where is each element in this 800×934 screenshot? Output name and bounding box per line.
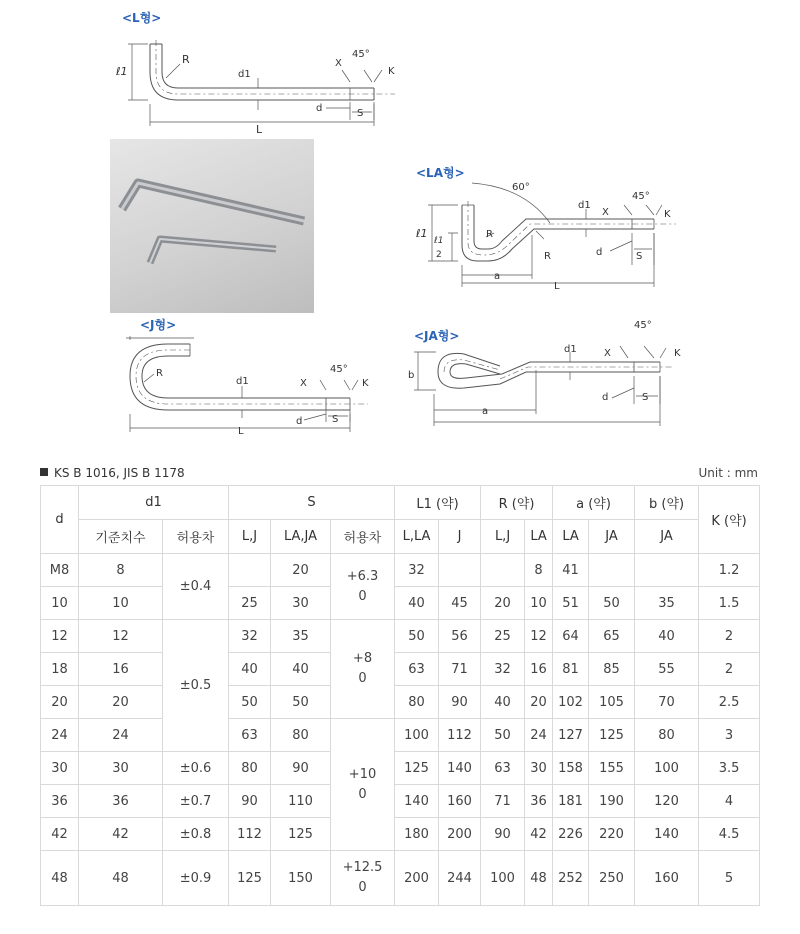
l-type-length-label: L bbox=[256, 123, 263, 136]
subheader-s-tolerance: 허용차 bbox=[331, 520, 395, 554]
cell-l1-lla: 40 bbox=[395, 587, 439, 620]
cell-d: 10 bbox=[41, 587, 79, 620]
cell-r-lj: 90 bbox=[481, 818, 525, 851]
cell-b-ja: 100 bbox=[635, 752, 699, 785]
cell-b-ja bbox=[635, 554, 699, 587]
l-type-x-label: X bbox=[335, 58, 342, 69]
cell-r-la: 48 bbox=[525, 851, 553, 906]
cell-d: 48 bbox=[41, 851, 79, 906]
l-type-angle-label: 45° bbox=[352, 49, 370, 60]
j-type-r-label: R bbox=[156, 368, 163, 379]
s-tol-upper: +8 bbox=[352, 651, 373, 666]
la-type-title: <LA형> bbox=[416, 166, 465, 180]
la-type-a-label: a bbox=[494, 271, 501, 282]
ja-type-k-label: K bbox=[674, 348, 681, 359]
cell-s-tolerance bbox=[331, 719, 395, 851]
cell-d1-tolerance: ±0.7 bbox=[163, 785, 229, 818]
cell-a-ja: 155 bbox=[589, 752, 635, 785]
cell-d: 24 bbox=[41, 719, 79, 752]
header-row bbox=[41, 486, 760, 520]
j-type-d-label: d bbox=[296, 416, 303, 427]
la-type-l1-half-den: 2 bbox=[436, 250, 442, 260]
cell-a-ja: 85 bbox=[589, 653, 635, 686]
la-type-s-label: S bbox=[636, 251, 643, 262]
s-tol-upper: +6.3 bbox=[346, 568, 379, 584]
cell-k: 4.5 bbox=[699, 818, 760, 851]
cell-k: 1.5 bbox=[699, 587, 760, 620]
cell-a-ja: 50 bbox=[589, 587, 635, 620]
cell-r-la: 8 bbox=[525, 554, 553, 587]
cell-r-la: 16 bbox=[525, 653, 553, 686]
table-row bbox=[41, 653, 760, 686]
cell-k: 2 bbox=[699, 653, 760, 686]
cell-k: 2 bbox=[699, 620, 760, 653]
cell-l1-j: 244 bbox=[439, 851, 481, 906]
cell-l1-lla: 200 bbox=[395, 851, 439, 906]
cell-d: 30 bbox=[41, 752, 79, 785]
header-k: K (약) bbox=[699, 486, 760, 554]
cell-r-lj: 20 bbox=[481, 587, 525, 620]
cell-d: 12 bbox=[41, 620, 79, 653]
cell-a-la: 41 bbox=[553, 554, 589, 587]
table-row bbox=[41, 620, 760, 653]
cell-a-la: 158 bbox=[553, 752, 589, 785]
cell-l1-j: 71 bbox=[439, 653, 481, 686]
subheader-a-la: LA bbox=[553, 520, 589, 554]
la-type-r-label: R bbox=[486, 229, 493, 240]
cell-l1-lla: 50 bbox=[395, 620, 439, 653]
cell-s-laja: 50 bbox=[271, 686, 331, 719]
ja-type-d1-label: d1 bbox=[564, 344, 577, 355]
ja-type-title: <JA형> bbox=[414, 329, 460, 343]
la-type-d1-label: d1 bbox=[578, 200, 591, 211]
ja-type-b-label: b bbox=[408, 370, 415, 381]
cell-l1-lla: 32 bbox=[395, 554, 439, 587]
cell-s-laja: 125 bbox=[271, 818, 331, 851]
cell-r-lj: 32 bbox=[481, 653, 525, 686]
cell-s-lj: 125 bbox=[229, 851, 271, 906]
cell-a-ja: 190 bbox=[589, 785, 635, 818]
cell-d1-tolerance: ±0.8 bbox=[163, 818, 229, 851]
cell-l1-j: 140 bbox=[439, 752, 481, 785]
cell-d1-tolerance: ±0.6 bbox=[163, 752, 229, 785]
cell-s-tolerance bbox=[331, 620, 395, 719]
cell-d1: 20 bbox=[79, 686, 163, 719]
j-type-angle-label: 45° bbox=[330, 364, 348, 375]
cell-l1-lla: 63 bbox=[395, 653, 439, 686]
cell-s-laja: 90 bbox=[271, 752, 331, 785]
cell-s-lj: 25 bbox=[229, 587, 271, 620]
la-type-x-label: X bbox=[602, 207, 609, 218]
cell-r-lj: 40 bbox=[481, 686, 525, 719]
cell-r-lj bbox=[481, 554, 525, 587]
subheader-b-ja: JA bbox=[635, 520, 699, 554]
header-l1: L1 (약) bbox=[395, 486, 481, 520]
la-type-60-label: 60° bbox=[512, 182, 530, 193]
cell-l1-j: 112 bbox=[439, 719, 481, 752]
table-row bbox=[41, 851, 760, 906]
cell-s-laja: 150 bbox=[271, 851, 331, 906]
l-type-l1-label: ℓ1 bbox=[116, 65, 128, 78]
cell-a-la: 64 bbox=[553, 620, 589, 653]
j-type-diagram bbox=[118, 330, 378, 440]
header-a: a (약) bbox=[553, 486, 635, 520]
la-type-angle-label: 45° bbox=[632, 191, 650, 202]
cell-r-lj: 25 bbox=[481, 620, 525, 653]
subheader-d1-tolerance: 허용차 bbox=[163, 520, 229, 554]
ja-type-x-label: X bbox=[604, 348, 611, 359]
table-row bbox=[41, 752, 760, 785]
header-r: R (약) bbox=[481, 486, 553, 520]
cell-b-ja: 120 bbox=[635, 785, 699, 818]
cell-s-laja: 20 bbox=[271, 554, 331, 587]
cell-r-la: 12 bbox=[525, 620, 553, 653]
cell-r-la: 30 bbox=[525, 752, 553, 785]
cell-a-la: 51 bbox=[553, 587, 589, 620]
cell-l1-lla: 180 bbox=[395, 818, 439, 851]
cell-d: 18 bbox=[41, 653, 79, 686]
cell-s-laja: 35 bbox=[271, 620, 331, 653]
cell-d1-tolerance: ±0.9 bbox=[163, 851, 229, 906]
cell-r-la: 42 bbox=[525, 818, 553, 851]
standard-reference bbox=[40, 466, 185, 480]
cell-k: 5 bbox=[699, 851, 760, 906]
cell-b-ja: 55 bbox=[635, 653, 699, 686]
subheader-l1-j: J bbox=[439, 520, 481, 554]
cell-k: 3 bbox=[699, 719, 760, 752]
l-type-d1-label: d1 bbox=[238, 69, 251, 80]
cell-l1-lla: 125 bbox=[395, 752, 439, 785]
cell-r-la: 20 bbox=[525, 686, 553, 719]
s-tol-lower: 0 bbox=[358, 786, 367, 802]
subheader-r-la: LA bbox=[525, 520, 553, 554]
cell-r-lj: 50 bbox=[481, 719, 525, 752]
cell-l1-j: 200 bbox=[439, 818, 481, 851]
la-type-d-label: d bbox=[596, 247, 603, 258]
cell-l1-lla: 80 bbox=[395, 686, 439, 719]
cell-l1-j: 160 bbox=[439, 785, 481, 818]
cell-d1: 8 bbox=[79, 554, 163, 587]
cell-d1: 42 bbox=[79, 818, 163, 851]
cell-k: 2.5 bbox=[699, 686, 760, 719]
j-type-d1-label: d1 bbox=[236, 376, 249, 387]
la-type-l1-label: ℓ1 bbox=[416, 227, 428, 240]
standard-text: KS B 1016, JIS B 1178 bbox=[54, 466, 185, 480]
cell-r-la: 36 bbox=[525, 785, 553, 818]
cell-r-lj: 100 bbox=[481, 851, 525, 906]
cell-d1-tolerance: ±0.4 bbox=[163, 554, 229, 620]
cell-s-lj bbox=[229, 554, 271, 587]
cell-d: M8 bbox=[41, 554, 79, 587]
subheader-s-laja: LA,JA bbox=[271, 520, 331, 554]
cell-a-ja: 220 bbox=[589, 818, 635, 851]
ja-type-s-label: S bbox=[642, 392, 649, 403]
cell-d1: 48 bbox=[79, 851, 163, 906]
cell-l1-j: 90 bbox=[439, 686, 481, 719]
la-type-l1-half-num: ℓ1 bbox=[434, 236, 444, 246]
cell-b-ja: 160 bbox=[635, 851, 699, 906]
cell-s-laja: 40 bbox=[271, 653, 331, 686]
cell-a-la: 102 bbox=[553, 686, 589, 719]
l-type-k-label: K bbox=[388, 66, 395, 77]
cell-d1: 10 bbox=[79, 587, 163, 620]
cell-s-lj: 50 bbox=[229, 686, 271, 719]
l-type-r-label: R bbox=[182, 53, 190, 66]
j-type-x-label: X bbox=[300, 378, 307, 389]
square-bullet-icon bbox=[40, 468, 48, 476]
cell-b-ja: 35 bbox=[635, 587, 699, 620]
cell-l1-j: 56 bbox=[439, 620, 481, 653]
cell-s-lj: 32 bbox=[229, 620, 271, 653]
cell-l1-lla: 140 bbox=[395, 785, 439, 818]
product-photo bbox=[110, 139, 314, 313]
l-type-title: <L형> bbox=[122, 11, 162, 25]
cell-s-tolerance bbox=[331, 554, 395, 620]
table-row bbox=[41, 686, 760, 719]
cell-b-ja: 40 bbox=[635, 620, 699, 653]
header-d: d bbox=[41, 486, 79, 554]
cell-s-lj: 40 bbox=[229, 653, 271, 686]
cell-d: 20 bbox=[41, 686, 79, 719]
cell-d1: 30 bbox=[79, 752, 163, 785]
subheader-r-lj: L,J bbox=[481, 520, 525, 554]
ja-type-diagram bbox=[404, 318, 694, 434]
s-tol-lower: 0 bbox=[358, 671, 367, 686]
cell-l1-j bbox=[439, 554, 481, 587]
cell-a-la: 81 bbox=[553, 653, 589, 686]
cell-b-ja: 80 bbox=[635, 719, 699, 752]
cell-l1-j: 45 bbox=[439, 587, 481, 620]
table-row bbox=[41, 719, 760, 752]
subheader-d1-nominal: 기준치수 bbox=[79, 520, 163, 554]
subheader-a-ja: JA bbox=[589, 520, 635, 554]
cell-d1: 24 bbox=[79, 719, 163, 752]
unit-label: Unit : mm bbox=[698, 466, 758, 480]
cell-s-lj: 63 bbox=[229, 719, 271, 752]
cell-k: 3.5 bbox=[699, 752, 760, 785]
l-type-s-label: S bbox=[357, 108, 364, 119]
table-row bbox=[41, 554, 760, 587]
cell-d1-tolerance: ±0.5 bbox=[163, 620, 229, 752]
cell-d1: 36 bbox=[79, 785, 163, 818]
s-tol-upper: +10 bbox=[348, 766, 377, 782]
header-s: S bbox=[229, 486, 395, 520]
cell-s-lj: 90 bbox=[229, 785, 271, 818]
cell-l1-lla: 100 bbox=[395, 719, 439, 752]
cell-s-laja: 110 bbox=[271, 785, 331, 818]
cell-r-la: 10 bbox=[525, 587, 553, 620]
cell-d: 42 bbox=[41, 818, 79, 851]
cell-a-la: 181 bbox=[553, 785, 589, 818]
l-type-d-label: d bbox=[316, 103, 323, 114]
cell-a-ja: 250 bbox=[589, 851, 635, 906]
table-row bbox=[41, 587, 760, 620]
cell-d1: 12 bbox=[79, 620, 163, 653]
s-tol-lower: 0 bbox=[358, 880, 367, 895]
cell-k: 1.2 bbox=[699, 554, 760, 587]
j-type-length-label: L bbox=[238, 426, 244, 437]
la-type-r2-label: R bbox=[544, 251, 551, 262]
spec-table bbox=[40, 485, 760, 906]
j-type-k-label: K bbox=[362, 378, 369, 389]
cell-d: 36 bbox=[41, 785, 79, 818]
cell-a-ja: 125 bbox=[589, 719, 635, 752]
cell-a-ja: 65 bbox=[589, 620, 635, 653]
cell-b-ja: 70 bbox=[635, 686, 699, 719]
cell-s-laja: 30 bbox=[271, 587, 331, 620]
j-type-title: <J형> bbox=[140, 318, 177, 332]
ja-type-a-label: a bbox=[482, 406, 489, 417]
ja-type-d-label: d bbox=[602, 392, 609, 403]
subheader-l1-lla: L,LA bbox=[395, 520, 439, 554]
subheader-row bbox=[41, 520, 760, 554]
header-b: b (약) bbox=[635, 486, 699, 520]
j-type-s-label: S bbox=[332, 414, 339, 425]
cell-r-la: 24 bbox=[525, 719, 553, 752]
cell-a-la: 127 bbox=[553, 719, 589, 752]
cell-a-ja bbox=[589, 554, 635, 587]
cell-r-lj: 63 bbox=[481, 752, 525, 785]
cell-b-ja: 140 bbox=[635, 818, 699, 851]
l-type-diagram bbox=[110, 30, 410, 140]
subheader-s-lj: L,J bbox=[229, 520, 271, 554]
cell-a-la: 252 bbox=[553, 851, 589, 906]
cell-s-lj: 80 bbox=[229, 752, 271, 785]
table-row bbox=[41, 785, 760, 818]
cell-a-la: 226 bbox=[553, 818, 589, 851]
table-row bbox=[41, 818, 760, 851]
cell-s-lj: 112 bbox=[229, 818, 271, 851]
cell-s-tolerance bbox=[331, 851, 395, 906]
s-tol-lower: 0 bbox=[358, 588, 367, 604]
cell-s-laja: 80 bbox=[271, 719, 331, 752]
cell-a-ja: 105 bbox=[589, 686, 635, 719]
cell-k: 4 bbox=[699, 785, 760, 818]
la-type-diagram bbox=[414, 175, 704, 295]
s-tol-upper: +12.5 bbox=[342, 860, 383, 875]
ja-type-angle-label: 45° bbox=[634, 320, 652, 331]
cell-d1: 16 bbox=[79, 653, 163, 686]
cell-r-lj: 71 bbox=[481, 785, 525, 818]
header-d1: d1 bbox=[79, 486, 229, 520]
la-type-k-label: K bbox=[664, 209, 671, 220]
la-type-length-label: L bbox=[554, 281, 560, 292]
